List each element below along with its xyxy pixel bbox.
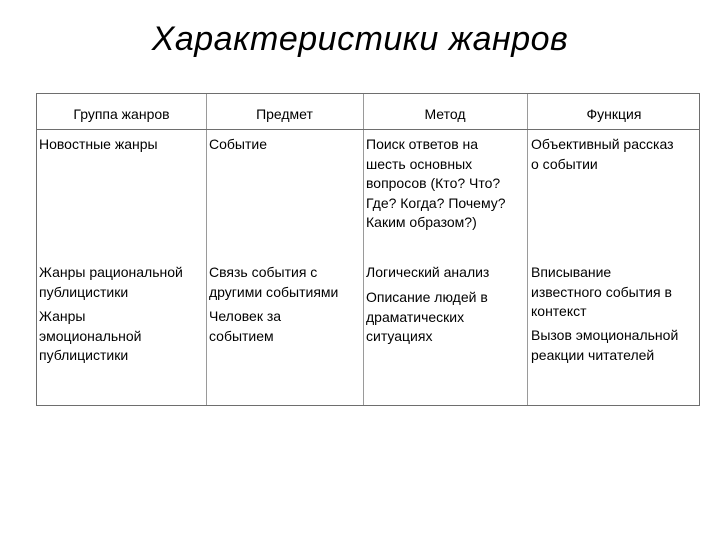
row1-subject: Событие [209, 136, 267, 152]
row2-method-rational: Логический анализ [366, 264, 490, 280]
column-divider [527, 94, 528, 405]
header-method: Метод [424, 106, 466, 122]
page-title: Характеристики жанров [151, 20, 569, 58]
column-divider [206, 94, 207, 405]
row2-method-emotional: Описание людей в драматических ситуациях [366, 289, 488, 344]
row2-subject-emotional: Человек за событием [209, 308, 282, 344]
row2-group-emotional: Жанры эмоциональной публицистики [39, 308, 142, 363]
column-divider [363, 94, 364, 405]
row2-subject-rational: Связь события с другими событиями [209, 264, 339, 300]
row1-method: Поиск ответов на шесть основных вопросов (Кто? Что? Где? Когда? Почему? Каким образом?) [366, 136, 506, 230]
header-group: Группа жанров [73, 106, 170, 122]
genre-table [36, 93, 700, 406]
row2-group-rational: Жанры рациональной публицистики [39, 264, 183, 300]
row2-function-emotional: Вызов эмоциональной реакции читателей [531, 327, 679, 363]
header-subject: Предмет [256, 106, 313, 122]
header-divider [37, 129, 699, 130]
row2-function-rational: Вписывание известного события в контекст [531, 264, 672, 319]
row1-group: Новостные жанры [39, 136, 158, 152]
header-function: Функция [586, 106, 642, 122]
row1-function: Объективный рассказ о событии [531, 136, 674, 172]
